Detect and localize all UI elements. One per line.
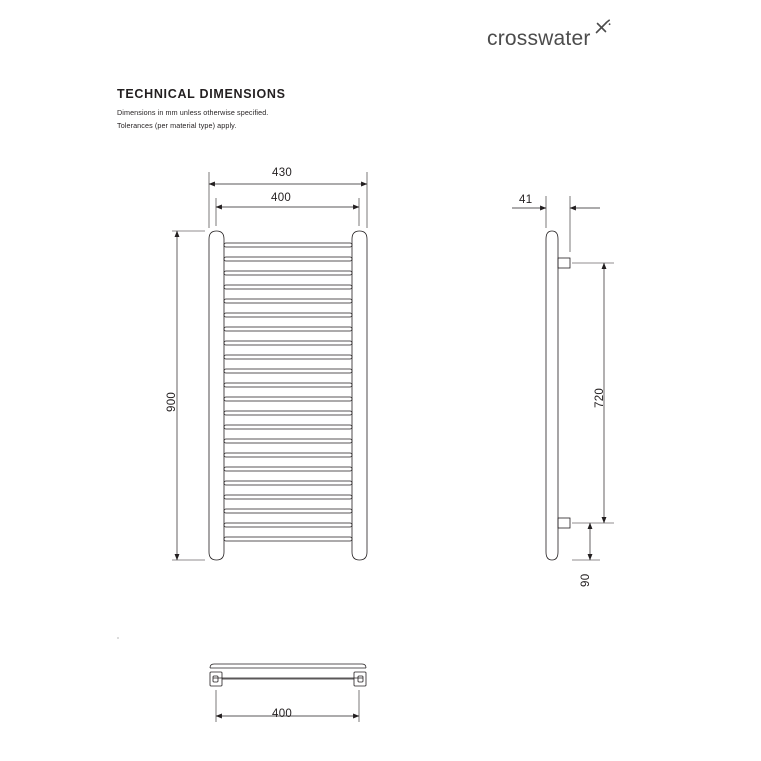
page-title: TECHNICAL DIMENSIONS [117,87,286,101]
note-units: Dimensions in mm unless otherwise specified. [117,108,269,117]
dimension-label-depth: 41 [519,194,533,206]
note-tolerances: Tolerances (per material type) apply. [117,121,237,130]
dimension-label-rail-width: 400 [271,192,292,204]
dimension-label-valve-centres: 720 [594,387,606,408]
dimension-label-overall-height: 900 [166,391,178,412]
dimension-label-overall-width: 430 [272,167,293,179]
brand-name: crosswater [487,27,591,50]
dimension-label-plan-width: 400 [272,708,293,720]
dimension-label-bottom-valve-height: 90 [580,573,592,587]
